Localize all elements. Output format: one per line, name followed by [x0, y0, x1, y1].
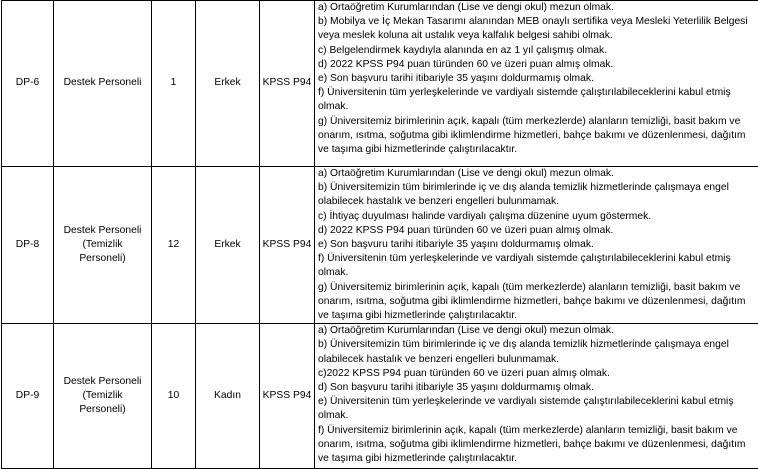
requirement-item: g) Üniversitemiz birimlerinin açık, kapalı (tüm merkezlerde) alanların temizliği, basit bakım ve onarım, ısıtma, soğutma gibi iklimlendirme hizmetleri, bahçe bakımı ve düzenlenmesi, dağıtım ve taşıma gibi hizmetlerinde çalıştırılacaktır.	[318, 115, 755, 158]
requirement-item: b) Mobilya ve İç Mekan Tasarımı alanından MEB onaylı sertifika veya Mesleki Yeterlilik Belgesi veya meslek koluna ait ustalık veya kalfalık belgesi sahibi olmak.	[318, 15, 755, 43]
table-row	[2, 167, 758, 324]
position-title: Destek Personeli (Temizlik Personeli)	[54, 324, 152, 469]
position-code: DP-8	[2, 167, 54, 324]
requirement-item: c)2022 KPSS P94 puan türünden 60 ve üzeri puan almış olmak.	[318, 367, 755, 381]
requirement-item: a) Ortaöğretim Kurumlarından (Lise ve dengi okul) mezun olmak.	[318, 167, 755, 181]
requirement-item: c) İhtiyaç duyulması halinde vardiyalı çalışma düzenine uyum göstermek.	[318, 210, 755, 224]
requirement-item: e) Son başvuru tarihi itibariyle 35 yaşını doldurmamış olmak.	[318, 72, 755, 86]
requirement-item: b) Üniversitemizin tüm birimlerinde iç ve dış alanda temizlik hizmetlerinde çalışmaya engel olabilecek hastalık ve benzeri engelleri bulunmamak.	[318, 338, 755, 366]
position-gender: Erkek	[196, 1, 260, 167]
exam-type: KPSS P94	[260, 1, 315, 167]
requirement-item: a) Ortaöğretim Kurumlarından (Lise ve dengi okul) mezun olmak.	[318, 324, 755, 338]
position-title: Destek Personeli	[54, 1, 152, 167]
position-gender: Erkek	[196, 167, 260, 324]
requirement-item: f) Üniversitenin tüm yerleşkelerinde ve vardiyalı sistemde çalıştırılabileceklerini kabul etmiş olmak.	[318, 252, 755, 280]
position-code: DP-9	[2, 324, 54, 469]
exam-type: KPSS P94	[260, 324, 315, 469]
position-title: Destek Personeli (Temizlik Personeli)	[54, 167, 152, 324]
position-code: DP-6	[2, 1, 54, 167]
requirement-item: c) Belgelendirmek kaydıyla alanında en az 1 yıl çalışmış olmak.	[318, 44, 755, 58]
requirements-cell	[315, 324, 758, 469]
positions-table	[1, 0, 758, 469]
requirements-cell	[315, 167, 758, 324]
requirement-item: e) Üniversitenin tüm yerleşkelerinde ve vardiyalı sistemde çalıştırılabileceklerini kabul etmiş olmak.	[318, 395, 755, 423]
position-gender: Kadın	[196, 324, 260, 469]
position-count: 10	[152, 324, 196, 469]
requirements-cell	[315, 1, 758, 167]
requirement-item: d) Son başvuru tarihi itibariyle 35 yaşını doldurmamış olmak.	[318, 381, 755, 395]
requirement-item: d) 2022 KPSS P94 puan türünden 60 ve üzeri puan almış olmak.	[318, 224, 755, 238]
requirement-item: g) Üniversitemiz birimlerinin açık, kapalı (tüm merkezlerde) alanların temizliği, basit bakım ve onarım, ısıtma, soğutma gibi iklimlendirme hizmetleri, bahçe bakımı ve düzenlenmesi, dağıtım ve taşıma gibi hizmetlerinde çalıştırılacaktır.	[318, 281, 755, 324]
position-count: 12	[152, 167, 196, 324]
requirement-item: f) Üniversitemiz birimlerinin açık, kapalı (tüm merkezlerde) alanların temizliği, basit bakım ve onarım, ısıtma, soğutma gibi iklimlendirme hizmetleri, bahçe bakımı ve düzenlenmesi, dağıtım ve taşıma gibi hizmetlerinde çalıştırılacaktır.	[318, 424, 755, 467]
requirement-item: b) Üniversitemizin tüm birimlerinde iç ve dış alanda temizlik hizmetlerinde çalışmaya engel olabilecek hastalık ve benzeri engelleri bulunmamak.	[318, 181, 755, 209]
table-row	[2, 1, 758, 167]
requirement-item: a) Ortaöğretim Kurumlarından (Lise ve dengi okul) mezun olmak.	[318, 1, 755, 15]
position-count: 1	[152, 1, 196, 167]
requirement-item: e) Son başvuru tarihi itibariyle 35 yaşını doldurmamış olmak.	[318, 238, 755, 252]
requirement-item: d) 2022 KPSS P94 puan türünden 60 ve üzeri puan almış olmak.	[318, 58, 755, 72]
exam-type: KPSS P94	[260, 167, 315, 324]
requirement-item: f) Üniversitenin tüm yerleşkelerinde ve vardiyalı sistemde çalıştırılabileceklerini kabul etmiş olmak.	[318, 86, 755, 114]
table-row	[2, 324, 758, 469]
